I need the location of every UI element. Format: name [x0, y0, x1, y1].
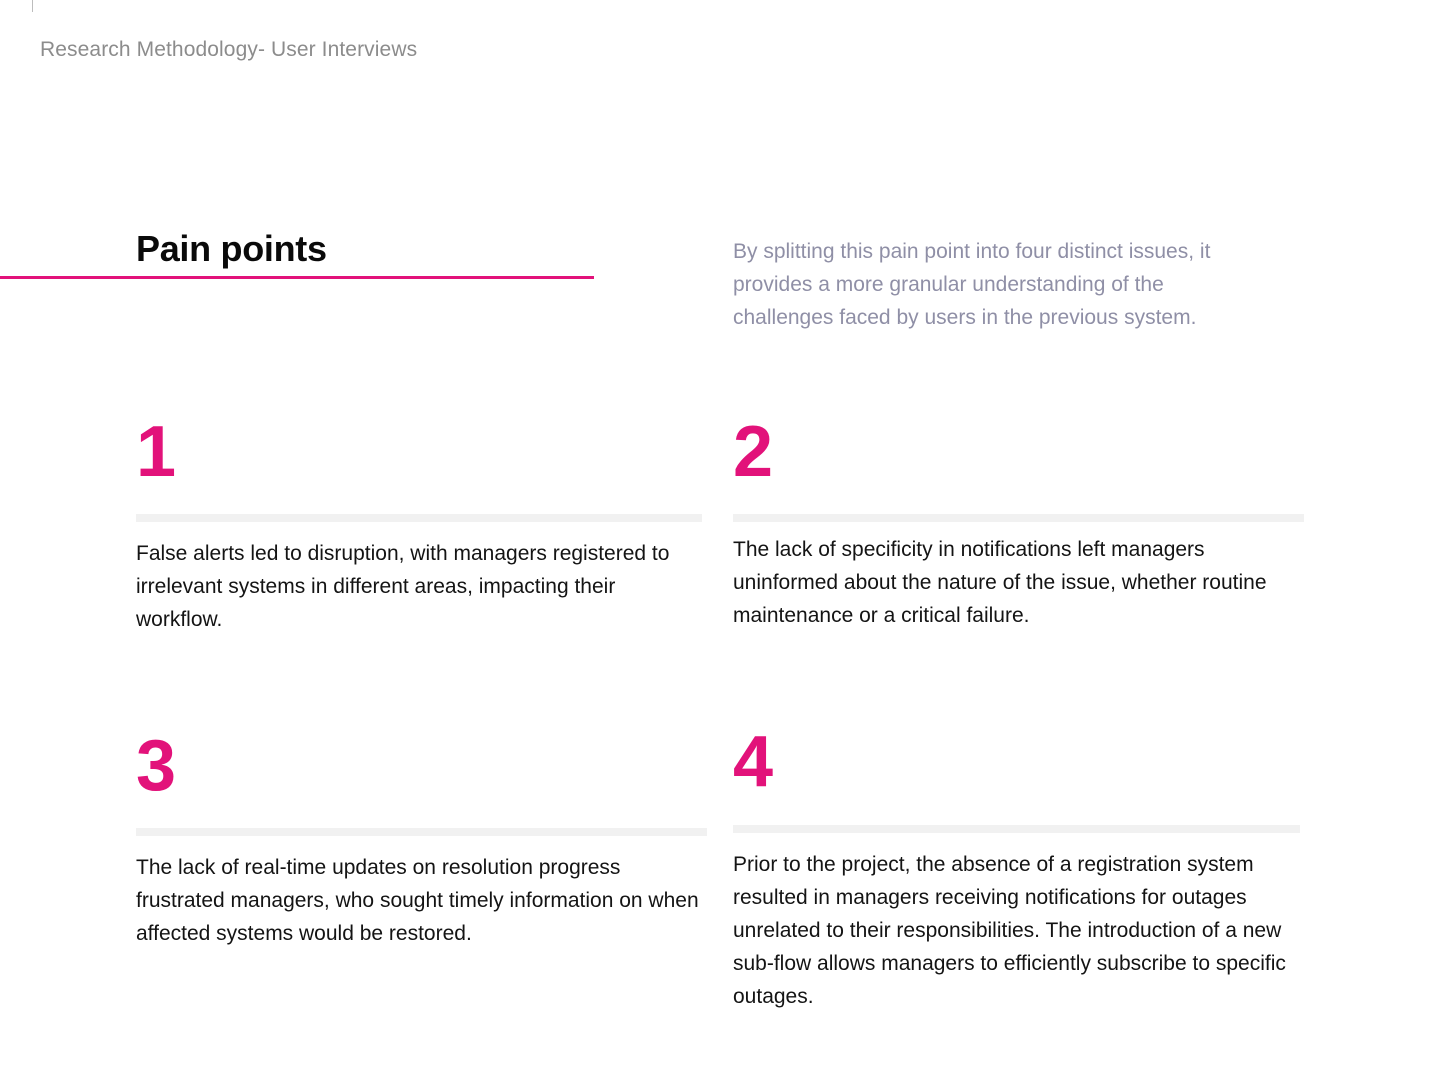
section-title: Pain points: [136, 228, 327, 269]
pain-point-number: 4: [733, 722, 774, 802]
pain-point-number: 2: [733, 412, 774, 492]
pain-point-description: False alerts led to disruption, with managers registered to irrelevant systems in different areas, impacting their workflow.: [136, 542, 670, 631]
card-divider: [733, 514, 1304, 522]
pain-point-number: 1: [136, 412, 177, 492]
card-divider: [136, 514, 702, 522]
title-underline: [0, 276, 594, 279]
pain-point-description: The lack of specificity in notifications left managers uninformed about the nature of the issue, whether routine maintenance or a critical failure.: [733, 538, 1267, 627]
card-divider: [733, 825, 1300, 833]
page-edge-tick: [32, 0, 33, 12]
pain-point-description: Prior to the project, the absence of a registration system resulted in managers receiving notifications for outages unrelated to their responsibilities. The introduction of a new sub-flow allows managers to efficiently subscribe to specific outages.: [733, 853, 1286, 1008]
pain-point-number: 3: [136, 726, 177, 806]
pain-point-description: The lack of real-time updates on resolution progress frustrated managers, who sought timely information on when affected systems would be restored.: [136, 856, 699, 945]
card-divider: [136, 828, 707, 836]
section-intro: By splitting this pain point into four distinct issues, it provides a more granular understanding of the challenges faced by users in the previous system.: [733, 240, 1211, 329]
breadcrumb: Research Methodology- User Interviews: [40, 38, 418, 61]
